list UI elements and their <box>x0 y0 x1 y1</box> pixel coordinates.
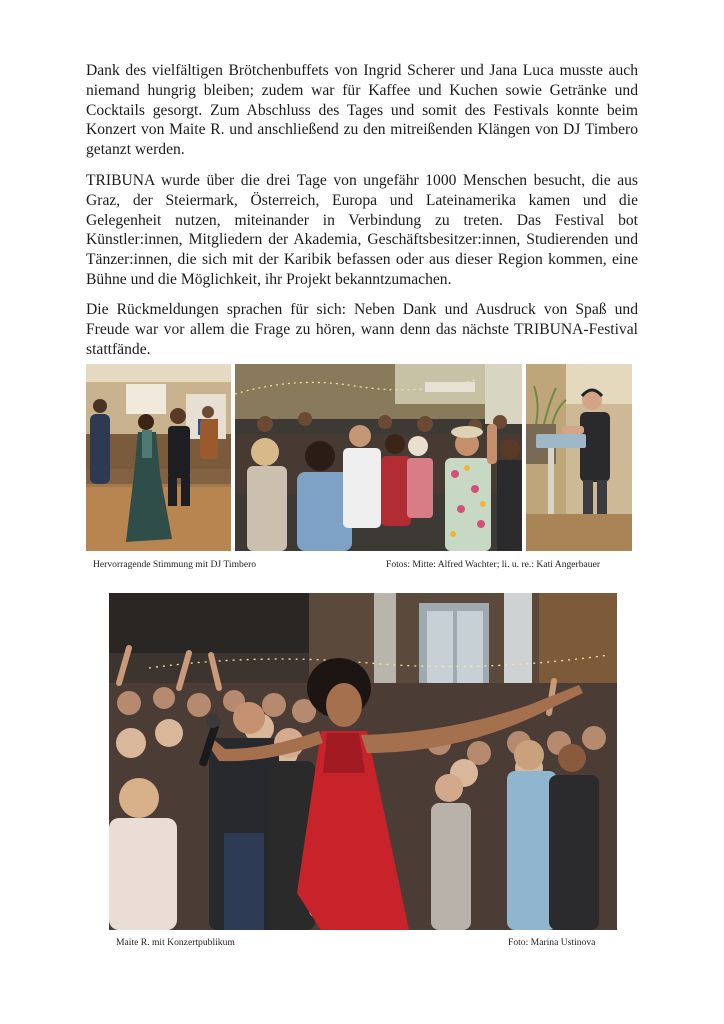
caption-photos-top: Hervorragende Stimmung mit DJ Timbero <box>93 559 257 570</box>
paragraph-feedback: Die Rückmeldungen sprachen für sich: Neben Dank und Ausdruck von Spaß und Freude war vor allem die Frage zu hören, wann denn das nächste TRIBUNA-Festival stattfände. <box>86 301 638 358</box>
paragraph-visitors: TRIBUNA wurde über die drei Tage von ungefähr 1000 Menschen besucht, die aus Graz, der Steiermark, Österreich, Europa und Lateinamerika kamen und die Gelegenheit nutzen, miteinander in Verbindung zu treten. Das Festival bot Künstler:innen, Mitgliedern der Akademia, Geschäftsbesitzer:innen, Studierenden und Tänzer:innen, die sich mit der Karibik befassen oder aus dieser Region kommen, eine Bühne und die Möglichkeit, ihr Projekt bekanntzumachen. <box>86 172 638 288</box>
paragraph-buffet-concert: Dank des vielfältigen Brötchenbuffets von Ingrid Scherer und Jana Luca musste auch niemand hungrig bleiben; zudem war für Kaffee und Kuchen sowie Getränke und Cocktails gesorgt. Zum Abschluss des Tages und somit des Festivals konnte beim Konzert von Maite R. und anschließend zu den mitreißenden Klängen von DJ Timbero getanzt werden. <box>86 62 638 159</box>
caption-photo-bottom: Maite R. mit Konzertpublikum <box>116 937 235 948</box>
credit-photo-bottom: Foto: Marina Ustinova <box>508 937 596 948</box>
credit-photos-top: Fotos: Mitte: Alfred Wachter; li. u. re.: Kati Angerbauer <box>386 559 601 570</box>
photo-maite-r-audience <box>109 593 617 930</box>
photo-dj-timbero <box>526 364 632 551</box>
photo-dancing-couple <box>86 364 231 551</box>
photo-crowd-dancing <box>235 364 522 551</box>
